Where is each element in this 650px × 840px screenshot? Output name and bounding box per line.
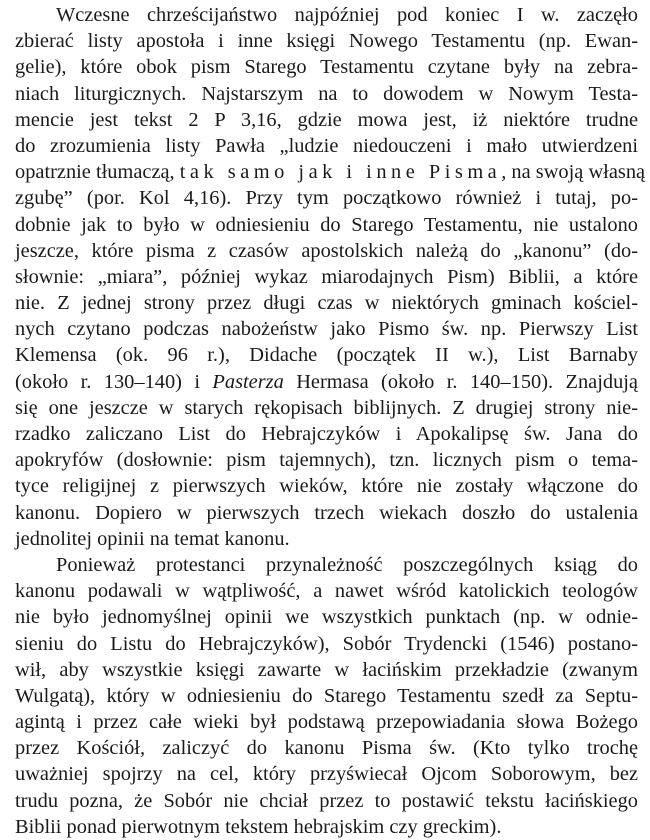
text-line: Biblii ponad pierwotnym tekstem hebrajskim czy greckim).	[15, 815, 502, 838]
text-line: nie. Z jednej strony przez długi czas w niektórych gminach kościel-	[15, 292, 638, 315]
text-line: tyce religijnej z pierwszych wieków, które nie zostały włączone do	[15, 475, 638, 498]
text-line: kanonu. Dopiero w pierwszych trzech wiekach doszło do ustalenia	[15, 501, 638, 524]
text-line: agintą i przez całe wieki był podstawą przepowiadania słowa Bożego	[15, 711, 638, 734]
spaced-emphasis: tak samo jak i inne Pisma	[179, 161, 502, 184]
text-line: Wczesne chrześcijaństwo najpóźniej pod koniec I w. zaczęło	[56, 4, 638, 26]
text-line: nych czytano podczas nabożeństw jako Pismo św. np. Pierwszy List	[15, 318, 638, 341]
text-line: kanonu podawali w wątpliwość, a nawet wśród katolickich teologów	[15, 580, 638, 603]
text-line: gelie), które obok pism Starego Testamentu czytane były na zebra-	[15, 56, 638, 79]
text-line: mencie jest tekst 2 P 3,16, gdzie mowa jest, iż niektóre trudne	[15, 108, 638, 131]
paragraph-council-of-trent	[15, 552, 638, 840]
text-segment: , na swoją własną	[501, 161, 646, 184]
text-line: apokryfów (dosłownie: pism tajemnych), tzn. licznych pism o tema-	[15, 449, 638, 472]
text-line: jeszcze, które pisma z czasów apostolskich należą do „kanonu” (do-	[15, 239, 638, 262]
text-line: Klemensa (ok. 96 r.), Didache (początek II w.), List Barnaby	[15, 344, 638, 367]
paragraph-canon-history	[15, 0, 646, 552]
text-line: uważniej spojrzy na cel, który przyświecał Ojcom Soborowym, bez	[15, 763, 638, 786]
text-line: słownie: „miara”, później wykaz miarodajnych Pism) Biblii, a które	[15, 265, 638, 288]
text-line: się one jeszcze w starych rękopisach biblijnych. Z drugiej strony nie-	[15, 396, 638, 419]
text-line: zgubę” (por. Kol 4,16). Przy tym początkowo również i tutaj, po-	[15, 187, 638, 210]
text-segment: Hermasa (około r. 140–150). Znajdują	[296, 370, 638, 393]
text-line: rzadko zaliczano List do Hebrajczyków i Apokalipsę św. Jana do	[15, 423, 638, 445]
text-line	[15, 159, 646, 185]
text-line: Ponieważ protestanci przynależność poszczególnych ksiąg do	[56, 553, 638, 576]
text-line: zbierać listy apostoła i inne księgi Nowego Testamentu (np. Ewan-	[15, 30, 638, 53]
text-line: trudu pozna, że Sobór nie chciał przez to postawić tekstu łacińskiego	[15, 789, 638, 812]
text-line: przez Kościół, zaliczyć do kanonu Pisma św. (Kto tylko trochę	[15, 737, 638, 760]
text-line: dobnie jak to było w odniesieniu do Starego Testamentu, nie ustalono	[15, 213, 638, 236]
italic-title: Pasterza	[212, 370, 284, 393]
text-line: sieniu do Listu do Hebrajczyków), Sobór Trydencki (1546) postano-	[15, 632, 638, 655]
text-line: wił, aby wszystkie księgi zawarte w łacińskim przekładzie (zwanym	[15, 658, 638, 681]
text-segment: (około r. 130–140) i	[15, 370, 201, 393]
text-line: Wulgatą), który w odniesieniu do Starego Testamentu szedł za Septu-	[15, 684, 638, 707]
text-segment: opatrznie tłumaczą,	[15, 161, 175, 184]
text-line: niach liturgicznych. Najstarszym na to dowodem w Nowym Testa-	[15, 82, 638, 105]
text-line: nie było jednomyślnej opinii we wszystkich punktach (np. w odnie-	[15, 606, 638, 629]
text-line	[15, 369, 638, 395]
book-page	[15, 0, 646, 840]
text-line: do zrozumienia listy Pawła „ludzie niedouczeni i mało utwierdzeni	[15, 134, 638, 157]
text-line: jednolitej opinii na temat kanonu.	[15, 527, 290, 550]
